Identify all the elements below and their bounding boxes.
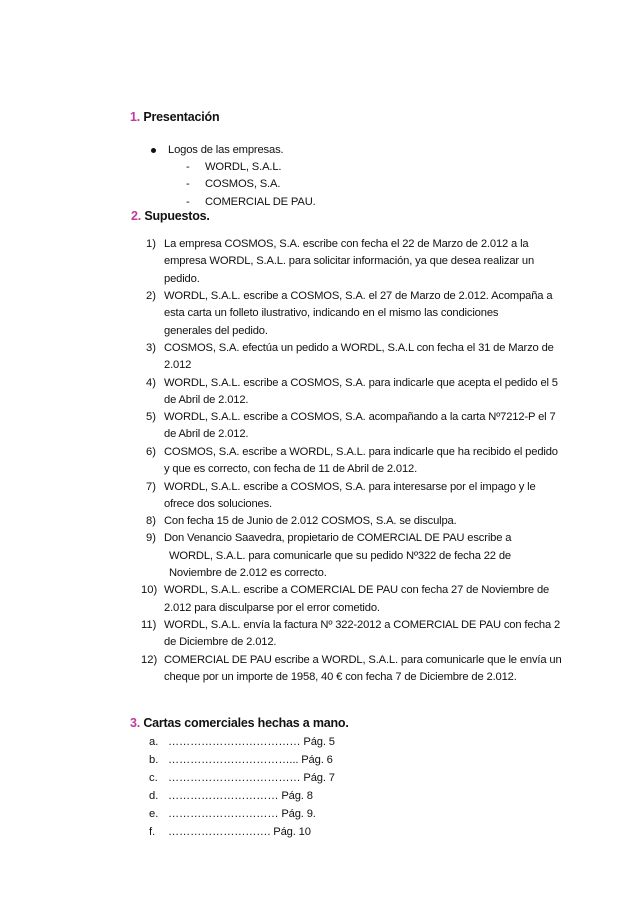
dash-marker: - — [186, 178, 190, 190]
list-item-marker: f. — [149, 826, 156, 838]
list-item-marker: 6) — [146, 446, 156, 458]
list-item-marker: 10) — [141, 584, 158, 596]
list-item-line: ………………………… Pág. 8 — [168, 790, 313, 802]
list-item-line: empresa WORDL, S.A.L. para solicitar información, ya que desea realizar un — [164, 255, 535, 267]
list-item-line: esta carta un folleto ilustrativo, indicando en el mismo las condiciones — [164, 307, 499, 319]
list-item-line: de Abril de 2.012. — [164, 394, 249, 406]
bullet-item-text: Logos de las empresas. — [168, 144, 284, 156]
list-item-line: de Abril de 2.012. — [164, 428, 249, 440]
dash-marker: - — [186, 196, 190, 208]
sub-item-text: COMERCIAL DE PAU. — [205, 196, 316, 208]
list-item-line: ……………………………… Pág. 7 — [168, 772, 335, 784]
section-2-heading — [131, 209, 210, 223]
section-number: 1. — [130, 110, 141, 124]
list-item-marker: a. — [149, 736, 159, 748]
list-item-line: Don Venancio Saavedra, propietario de COMERCIAL DE PAU escribe a — [164, 532, 512, 544]
section-title: Supuestos. — [144, 209, 210, 223]
list-item-line: y que es correcto, con fecha de 11 de Abril de 2.012. — [164, 463, 418, 475]
list-item-line: COMERCIAL DE PAU escribe a WORDL, S.A.L. para comunicarle que le envía un — [164, 654, 562, 666]
list-item-marker: e. — [149, 808, 159, 820]
list-item-marker: 5) — [146, 411, 156, 423]
list-item-line: WORDL, S.A.L. escribe a COSMOS, S.A. para interesarse por el impago y le — [164, 481, 536, 493]
sub-item-text: COSMOS, S.A. — [205, 178, 281, 190]
list-item-line: La empresa COSMOS, S.A. escribe con fecha el 22 de Marzo de 2.012 a la — [164, 238, 529, 250]
list-item-line: ofrece dos soluciones. — [164, 498, 273, 510]
section-number: 2. — [131, 209, 142, 223]
list-item-line: ………………………… Pág. 9. — [168, 808, 316, 820]
list-item-line: 2.012 para disculparse por el error cometido. — [164, 602, 380, 614]
section-title: Presentación — [143, 110, 220, 124]
list-item-marker: b. — [149, 754, 159, 766]
list-item-line: WORDL, S.A.L. escribe a COSMOS, S.A. acompañando a la carta Nº7212-P el 7 — [164, 411, 556, 423]
list-item-line: WORDL, S.A.L. envía la factura Nº 322-2012 a COMERCIAL DE PAU con fecha 2 — [164, 619, 561, 631]
list-item-marker: 8) — [146, 515, 156, 527]
list-item-line: WORDL, S.A.L. escribe a COMERCIAL DE PAU con fecha 27 de Noviembre de — [164, 584, 550, 596]
list-item-line: ……………………………... Pág. 6 — [168, 754, 333, 766]
list-item-line: generales del pedido. — [164, 325, 268, 337]
section-3-heading — [130, 716, 349, 730]
list-item-marker: 4) — [146, 377, 156, 389]
section-title: Cartas comerciales hechas a mano. — [143, 716, 349, 730]
list-item-line: COSMOS, S.A. escribe a WORDL, S.A.L. para indicarle que ha recibido el pedido — [164, 446, 558, 458]
list-item-line: pedido. — [164, 273, 200, 285]
list-item-marker: 2) — [146, 290, 156, 302]
list-item-line: ……………………………… Pág. 5 — [168, 736, 335, 748]
list-item-line: 2.012 — [164, 359, 192, 371]
list-item-line: de Diciembre de 2.012. — [164, 636, 277, 648]
list-item-marker: c. — [149, 772, 158, 784]
list-item-marker: 11) — [141, 619, 157, 631]
dash-marker: - — [186, 161, 190, 173]
list-item-line: WORDL, S.A.L. para comunicarle que su pedido Nº322 de fecha 22 de — [169, 550, 511, 562]
list-item-marker: 1) — [146, 238, 156, 250]
list-item-marker: 3) — [146, 342, 156, 354]
section-1-heading — [130, 110, 219, 124]
list-item-line: Noviembre de 2.012 es correcto. — [169, 567, 327, 579]
list-item-line: ………………………. Pág. 10 — [168, 826, 311, 838]
list-item-line: cheque por un importe de 1958, 40 € con fecha 7 de Diciembre de 2.012. — [164, 671, 517, 683]
list-item-line: WORDL, S.A.L. escribe a COSMOS, S.A. para indicarle que acepta el pedido el 5 — [164, 377, 558, 389]
sub-item-text: WORDL, S.A.L. — [205, 161, 282, 173]
list-item-marker: d. — [149, 790, 159, 802]
list-item-line: Con fecha 15 de Junio de 2.012 COSMOS, S.A. se disculpa. — [164, 515, 457, 527]
list-item-marker: 12) — [141, 654, 158, 666]
list-item-line: WORDL, S.A.L. escribe a COSMOS, S.A. el 27 de Marzo de 2.012. Acompaña a — [164, 290, 553, 302]
list-item-line: COSMOS, S.A. efectúa un pedido a WORDL, S.A.L con fecha el 31 de Marzo de — [164, 342, 554, 354]
section-number: 3. — [130, 716, 141, 730]
list-item-marker: 7) — [146, 481, 156, 493]
bullet-icon — [151, 148, 156, 153]
list-item-marker: 9) — [146, 532, 156, 544]
